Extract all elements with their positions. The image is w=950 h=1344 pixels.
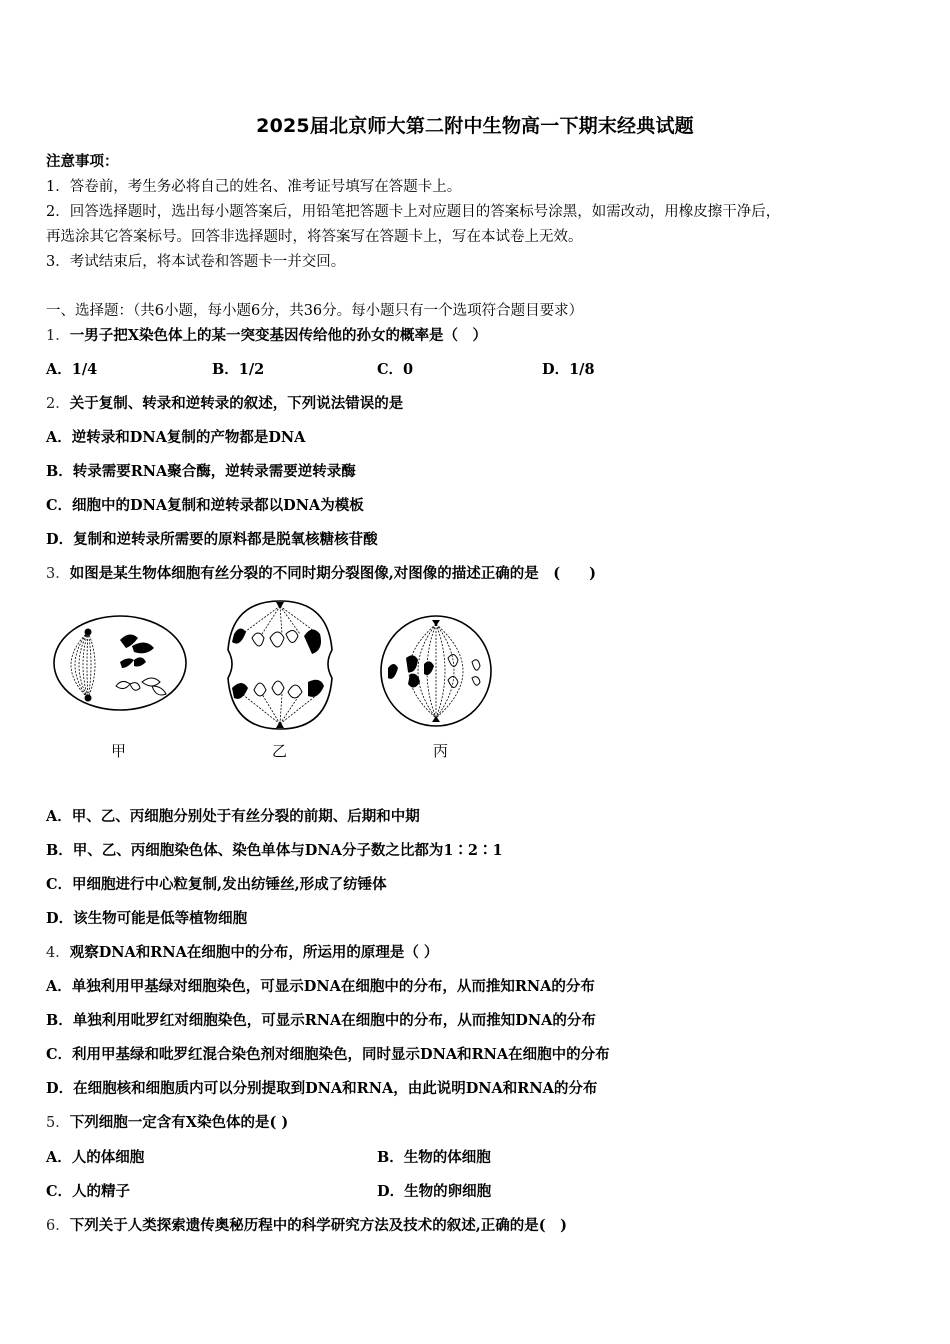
q5-option-b: B．生物的体细胞 [377, 1149, 491, 1166]
question-6 [46, 1217, 567, 1235]
q2-option-d: D．复制和逆转录所需要的原料都是脱氧核糖核苷酸 [46, 531, 378, 548]
q4-option-b: B．单独利用吡罗红对细胞染色，可显示RNA在细胞中的分布，从而推知DNA的分布 [46, 1012, 596, 1029]
question-number: 4． [46, 945, 70, 961]
q5-option-a: A．人的体细胞 [46, 1149, 145, 1166]
q4-option-d: D．在细胞核和细胞质内可以分别提取到DNA和RNA，由此说明DNA和RNA的分布 [46, 1080, 598, 1097]
q1-option-d: D．1/8 [542, 361, 595, 378]
q3-option-c: C．甲细胞进行中心粒复制,发出纺锤丝,形成了纺锤体 [46, 876, 387, 893]
q3-option-b: B．甲、乙、丙细胞染色体、染色单体与DNA分子数之比都为1∶2∶1 [46, 842, 503, 859]
notice-item-3: 3．考试结束后，将本试卷和答题卡一并交回。 [46, 254, 346, 270]
question-5 [46, 1114, 288, 1132]
question-number: 6． [46, 1218, 70, 1234]
question-number: 5． [46, 1115, 70, 1131]
q5-option-c: C．人的精子 [46, 1183, 131, 1200]
question-stem: 下列关于人类探索遗传奥秘历程中的科学研究方法及技术的叙述,正确的是( ) [69, 1217, 568, 1234]
figure-label-jia: 甲 [111, 742, 127, 760]
question-number: 2． [46, 396, 70, 412]
q1-option-a: A．1/4 [46, 361, 98, 378]
notice-item-1: 1．答卷前，考生务必将自己的姓名、准考证号填写在答题卡上。 [46, 179, 462, 195]
cell-figure-bing [376, 612, 496, 730]
question-3 [46, 565, 596, 583]
q2-option-b: B．转录需要RNA聚合酶，逆转录需要逆转录酶 [46, 463, 356, 480]
figure-label-yi: 乙 [272, 742, 288, 760]
q4-option-c: C．利用甲基绿和吡罗红混合染色剂对细胞染色，同时显示DNA和RNA在细胞中的分布 [46, 1046, 610, 1063]
question-2 [46, 395, 403, 413]
q2-option-a: A．逆转录和DNA复制的产物都是DNA [46, 429, 306, 446]
section-header: 一、选择题：（共6小题，每小题6分，共36分。每小题只有一个选项符合题目要求） [46, 303, 584, 319]
q2-option-c: C．细胞中的DNA复制和逆转录都以DNA为模板 [46, 497, 364, 514]
q5-option-d: D．生物的卵细胞 [377, 1183, 492, 1200]
q1-option-b: B．1/2 [212, 361, 265, 378]
q1-option-c: C．0 [377, 361, 414, 378]
question-stem: 如图是某生物体细胞有丝分裂的不同时期分裂图像,对图像的描述正确的是 ( ) [69, 565, 597, 582]
q3-option-a: A．甲、乙、丙细胞分别处于有丝分裂的前期、后期和中期 [46, 808, 420, 825]
cell-figure-jia [50, 612, 190, 714]
question-stem: 观察DNA和RNA在细胞中的分布，所运用的原理是（ ） [69, 944, 439, 961]
notice-item-2: 2．回答选择题时，选出每小题答案后，用铅笔把答题卡上对应题目的答案标号涂黑，如需改动，用橡皮擦干净后， [46, 204, 781, 220]
question-stem: 关于复制、转录和逆转录的叙述，下列说法错误的是 [69, 395, 404, 412]
question-number: 3． [46, 566, 70, 582]
question-stem: 一男子把X染色体上的某一突变基因传给他的孙女的概率是（ ） [69, 327, 487, 344]
question-1 [46, 327, 487, 345]
notice-heading: 注意事项： [46, 153, 119, 170]
q4-option-a: A．单独利用甲基绿对细胞染色，可显示DNA在细胞中的分布，从而推知RNA的分布 [46, 978, 595, 995]
question-number: 1． [46, 328, 70, 344]
exam-title: 2025届北京师大第二附中生物高一下期末经典试题 [256, 115, 694, 137]
question-stem: 下列细胞一定含有X染色体的是( ) [69, 1114, 289, 1131]
q3-option-d: D．该生物可能是低等植物细胞 [46, 910, 248, 927]
question-4 [46, 944, 438, 962]
cell-figure-yi [220, 598, 340, 732]
figure-label-bing: 丙 [433, 742, 449, 760]
notice-item-2-cont: 再选涂其它答案标号。回答非选择题时，将答案写在答题卡上，写在本试卷上无效。 [46, 229, 583, 245]
